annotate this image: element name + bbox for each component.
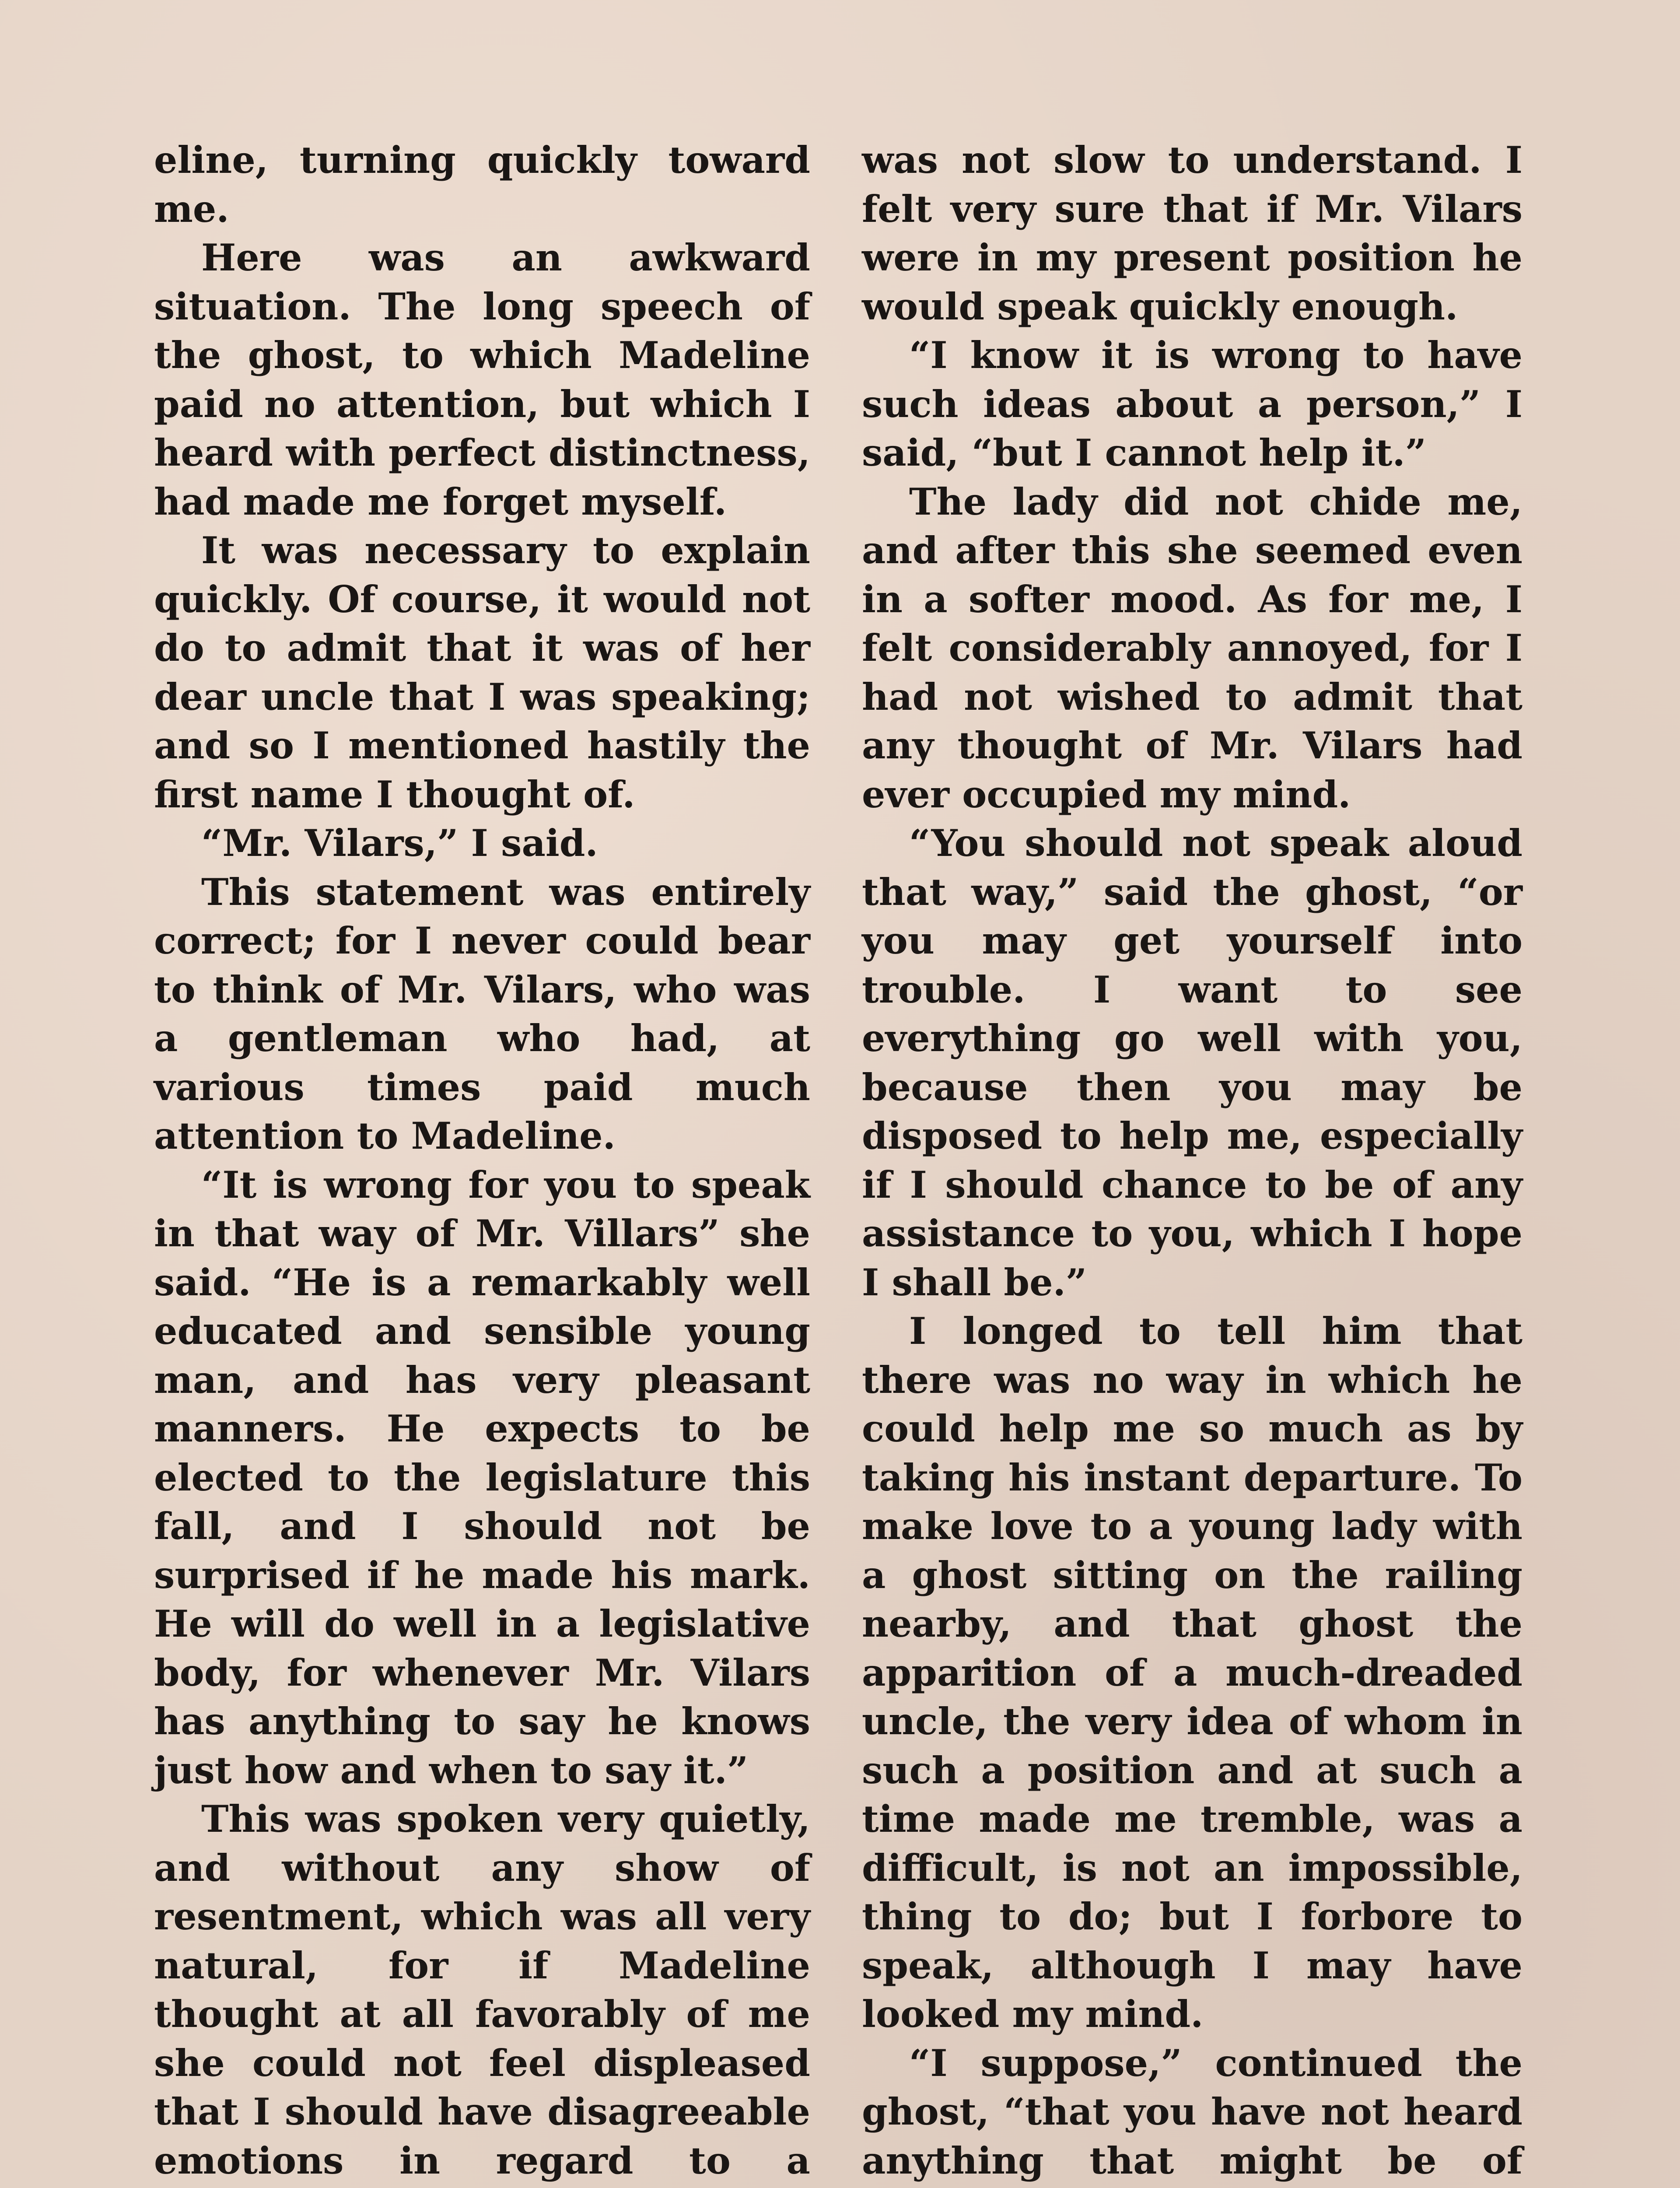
paragraph: eline, turning quickly toward me. — [154, 138, 810, 231]
paragraph: “It is wrong for you to speak in that way of Mr. Villars” she said. “He is a remarkably well educated and sensible young man, and has very pleasant manners. He expects to be elected to the legislature this fall, and I should not be surprised if he made his mark. He will do well in a legislative body, for whenever Mr. Vilars has anything to say he knows just how and when to say it.” — [154, 1163, 810, 1792]
right-text-column — [862, 136, 1522, 2188]
paragraph: “Mr. Vilars,” I said. — [201, 821, 598, 865]
paragraph: The lady did not chide me, and after this she seemed even in a softer mood. As for me, I felt considerably annoyed, for I had not wished to admit that any thought of Mr. Vilars had ever occupied my mind. — [862, 480, 1522, 816]
paragraph: “You should not speak aloud that way,” said the ghost, “or you may get yourself into trouble. I want to see everything go well with you, because then you may be disposed to help me, especially if I should chance to be of any assistance to you, which I hope I shall be.” — [862, 821, 1522, 1304]
paragraph: was not slow to understand. I felt very sure that if Mr. Vilars were in my present position he would speak quickly enough. — [862, 138, 1522, 328]
paragraph: “I suppose,” continued the ghost, “that you have not heard anything that might be of — [862, 2041, 1522, 2182]
paragraph: This was spoken very quietly, and without any show of resentment, which was all very natural, for if Madeline thought at all favorably of me she could not feel displeased that I should have disagreeable emotions in regard to a — [154, 1797, 810, 2182]
paragraph: I longed to tell him that there was no way in which he could help me so much as by taking his instant departure. To make love to a young lady with a ghost sitting on the railing nearby, and that ghost the apparition of a much-dreaded uncle, the very idea of whom in such a position and at such a time made me tremble, was a difficult, is not an impossible, thing to do; but I forbore to speak, although I may have looked my mind. — [862, 1309, 1522, 2036]
paragraph: “I know it is wrong to have such ideas about a person,” I said, “but I cannot help it.” — [862, 333, 1522, 474]
paragraph: It was necessary to explain quickly. Of course, it would not do to admit that it was of her dear uncle that I was speaking; and so I mentioned hastily the first name I thought of. — [154, 529, 810, 816]
paragraph: Here was an awkward situation. The long speech of the ghost, to which Madeline paid no attention, but which I heard with perfect distinctness, had made me forget myself. — [154, 236, 810, 523]
left-text-column — [154, 136, 810, 2188]
paragraph: This statement was entirely correct; for I never could bear to think of Mr. Vilars, who was a gentleman who had, at various times paid much attention to Madeline. — [154, 870, 810, 1157]
